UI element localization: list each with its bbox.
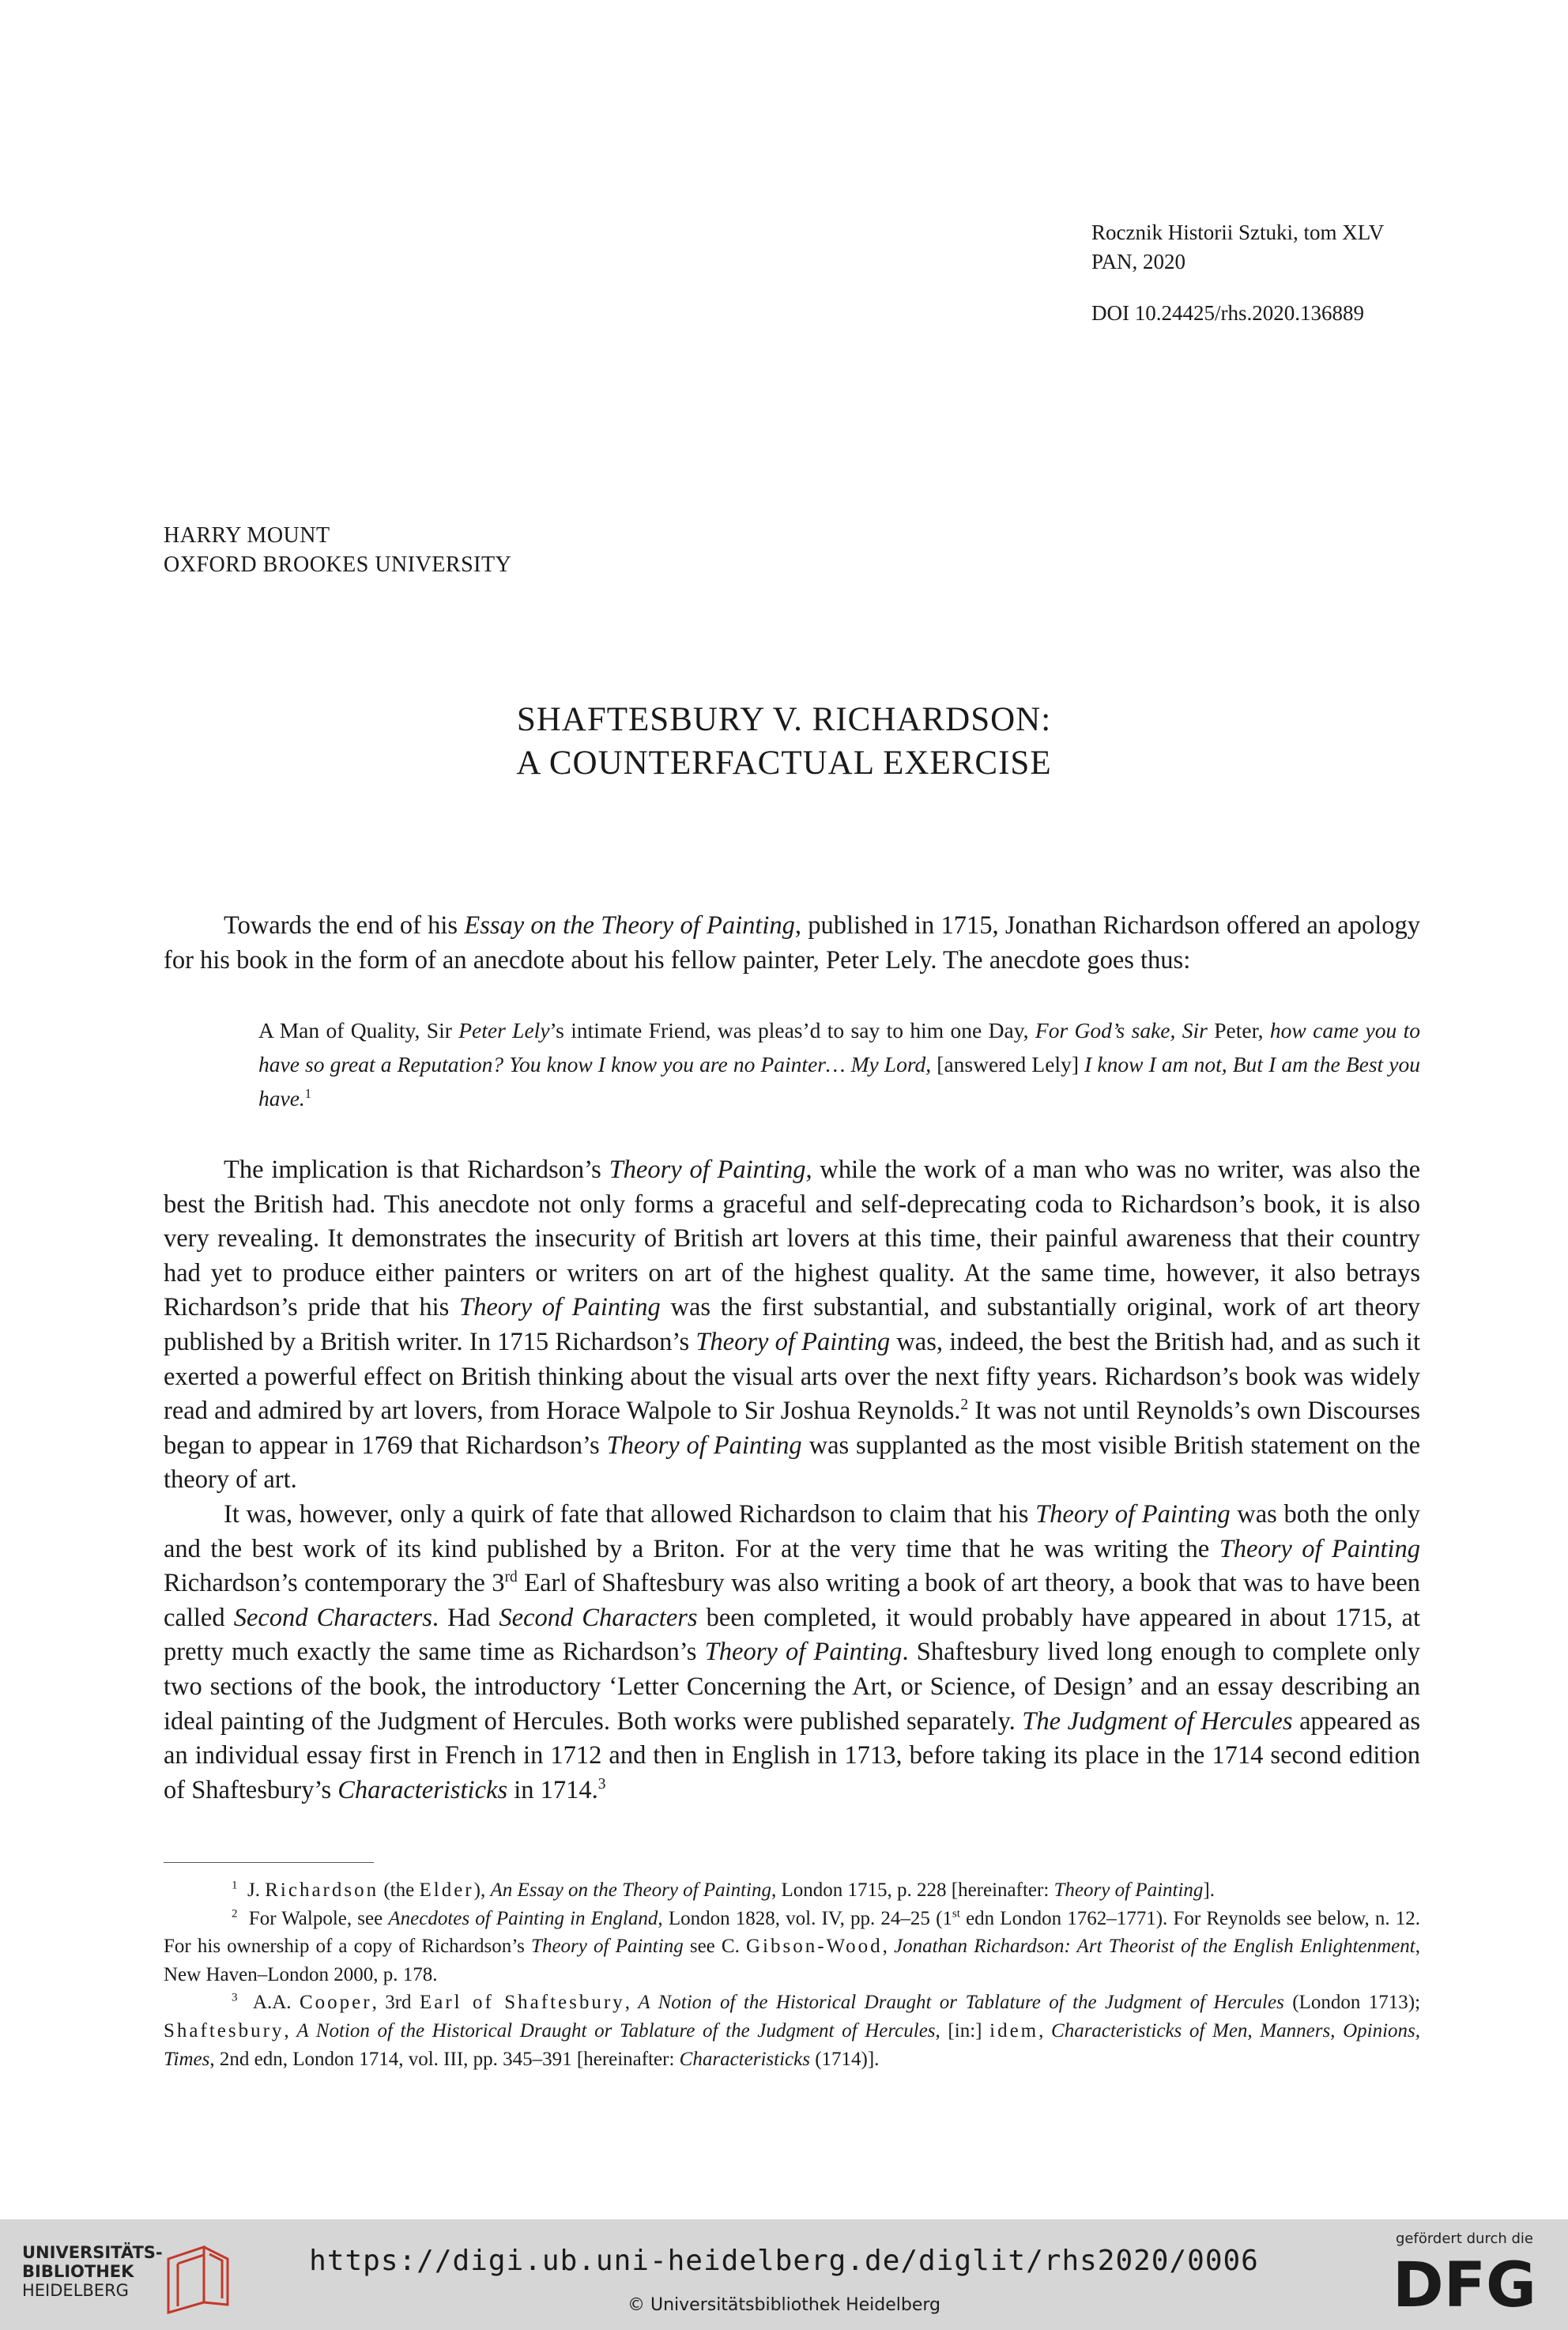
intro-paragraph: Towards the end of his Essay on the Theory of Painting, published in 1715, Jonathan Richardson offered an apology for his book in the form of an anecdote about his fellow painter, Peter Lely. The anecdote goes thus:	[164, 911, 1420, 975]
block-quote: A Man of Quality, Sir Peter Lely’s intimate Friend, was pleas’d to say to him one Day, For God’s sake, Sir Peter, how came you to have so great a Reputation? You know I know you are no Painter… My Lord, [answered Lely] I know I am not, But I am the Best you have.$^1$	[258, 1018, 1421, 1110]
journal-title: Rocznik Historii Sztuki, tom XLV	[1091, 221, 1385, 244]
footnote-rule	[164, 1862, 374, 1863]
author-name: HARRY MOUNT	[164, 523, 330, 548]
copyright: © Universitätsbibliothek Heidelberg	[627, 2295, 940, 2315]
title-line-1: SHAFTESBURY V. RICHARDSON:	[516, 701, 1052, 738]
author-block	[164, 521, 511, 579]
author-affiliation: OXFORD BROOKES UNIVERSITY	[164, 552, 512, 577]
footer-bar	[0, 2219, 1568, 2330]
main-text	[164, 1153, 1420, 1808]
doi: DOI 10.24425/rhs.2020.136889	[1091, 301, 1364, 325]
funder-label: gefördert durch die	[1396, 2230, 1533, 2247]
footnote-1: $^1$ J. Richardson (the Elder), An Essay on the Theory of Painting, London 1715, p. 228 [hereinafter: Theory of Painting].	[232, 1879, 1215, 1901]
footnotes	[164, 1876, 1420, 2073]
footnote-3: $^3$ A.A. Cooper, 3rd Earl of Shaftesbury, A Notion of the Historical Draught or Tablature of the Judgment of Hercules (London 1713); Shaftesbury, A Notion of the Historical Draught or Tablature of the Judgment of Hercules, [in:] idem, Characteristicks of Men, Manners, Opinions, Times, 2nd edn, London 1714, vol. III, pp. 345–391 [hereinafter: Characteristicks (1714)].	[164, 1992, 1421, 2070]
journal-info	[1091, 218, 1384, 328]
article-title	[0, 698, 1568, 785]
source-url[interactable]: https://digi.ub.uni-heidelberg.de/diglit/rhs2020/0006	[309, 2245, 1259, 2277]
dfg-logo-icon[interactable]	[1393, 2251, 1551, 2314]
paragraph: It was, however, only a quirk of fate that allowed Richardson to claim that his Theory of Painting was both the only and the best work of its kind published by a Briton. For at the very time that he was writing the Theory of Painting Richardson’s contemporary the 3rd Earl of Shaftesbury was also writing a book of art theory, a book that was to have been called Second Characters. Had Second Characters been completed, it would probably have appeared in about 1715, at pretty much exactly the same time as Richardson’s Theory of Painting. Shaftesbury lived long enough to complete only two sections of the book, the introductory ‘Letter Concerning the Art, or Science, of Design’ and an essay describing an ideal painting of the Judgment of Hercules. Both works were published separately. The Judgment of Hercules appeared as an individual essay first in French in 1712 and then in English in 1713, before taking its place in the 1714 second edition of Shaftesbury’s Characteristicks in 1714.$^3$	[164, 1499, 1421, 1804]
journal-publisher: PAN, 2020	[1091, 250, 1186, 273]
funder-name: DFG	[1393, 2251, 1537, 2314]
library-name: UNIVERSITÄTS- BIBLIOTHEK HEIDELBERG	[22, 2243, 163, 2300]
title-line-2: A COUNTERFACTUAL EXERCISE	[516, 745, 1052, 782]
footnote-2: $^2$ For Walpole, see Anecdotes of Painting in England, London 1828, vol. IV, pp. 24–25 (1st edn London 1762–1771). For Reynolds see below, n. 12. For his ownership of a copy of Richardson’s Theory of Painting see C. Gibson-Wood, Jonathan Richardson: Art Theorist of the English Enlightenment, New Haven–London 2000, p. 178.	[164, 1907, 1421, 1985]
paragraph: The implication is that Richardson’s Theory of Painting, while the work of a man who was no writer, was also the best the British had. This anecdote not only forms a graceful and self-deprecating coda to Richardson’s book, it is also very revealing. It demonstrates the insecurity of British art lovers at this time, their painful awareness that their country had yet to produce either painters or writers on art of the highest quality. At the same time, however, it also betrays Richardson’s pride that his Theory of Painting was the first substantial, and substantially original, work of art theory published by a British writer. In 1715 Richardson’s Theory of Painting was, indeed, the best the British had, and as such it exerted a powerful effect on British thinking about the visual arts over the next fifty years. Richardson’s book was widely read and admired by art lovers, from Horace Walpole to Sir Joshua Reynolds.$^2$ It was not until Reynolds’s own Discourses began to appear in 1769 that Richardson’s Theory of Painting was supplanted as the most visible British statement on the theory of art.	[164, 1156, 1421, 1495]
